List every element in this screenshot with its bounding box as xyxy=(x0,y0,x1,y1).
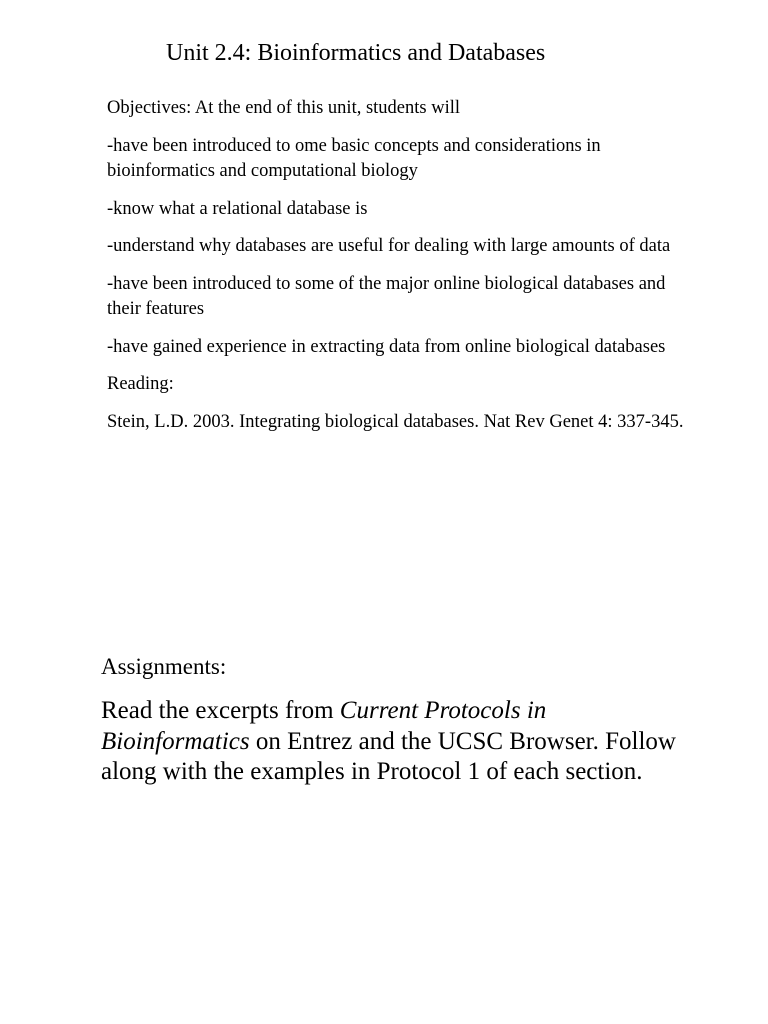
objectives-intro: Objectives: At the end of this unit, students will xyxy=(107,98,461,118)
objectives-section xyxy=(107,96,687,447)
objective-item: -have gained experience in extracting data from online biological databases xyxy=(107,336,666,357)
page-title: Unit 2.4: Bioinformatics and Databases xyxy=(166,40,546,66)
assignments-body xyxy=(101,696,691,788)
assignments-text-part1: Read the excerpts from xyxy=(101,697,340,724)
assignments-text-italic: Current Protocols in Bioinformatics xyxy=(101,697,547,755)
objective-item: -have been introduced to some of the major online biological databases and their features xyxy=(107,273,666,319)
assignments-text-part2: on Entrez and the UCSC Browser. Follow along with the examples in Protocol 1 of each section. xyxy=(101,727,676,785)
assignments-section xyxy=(101,652,691,788)
reading-heading: Reading: xyxy=(107,374,174,394)
reading-citation: Stein, L.D. 2003. Integrating biological databases. Nat Rev Genet 4: 337-345. xyxy=(107,411,684,432)
assignments-heading: Assignments: xyxy=(101,654,227,679)
objective-item: -have been introduced to ome basic concepts and considerations in bioinformatics and computational biology xyxy=(107,135,601,181)
objective-item: -know what a relational database is xyxy=(107,198,368,219)
objective-item: -understand why databases are useful for dealing with large amounts of data xyxy=(107,236,671,256)
